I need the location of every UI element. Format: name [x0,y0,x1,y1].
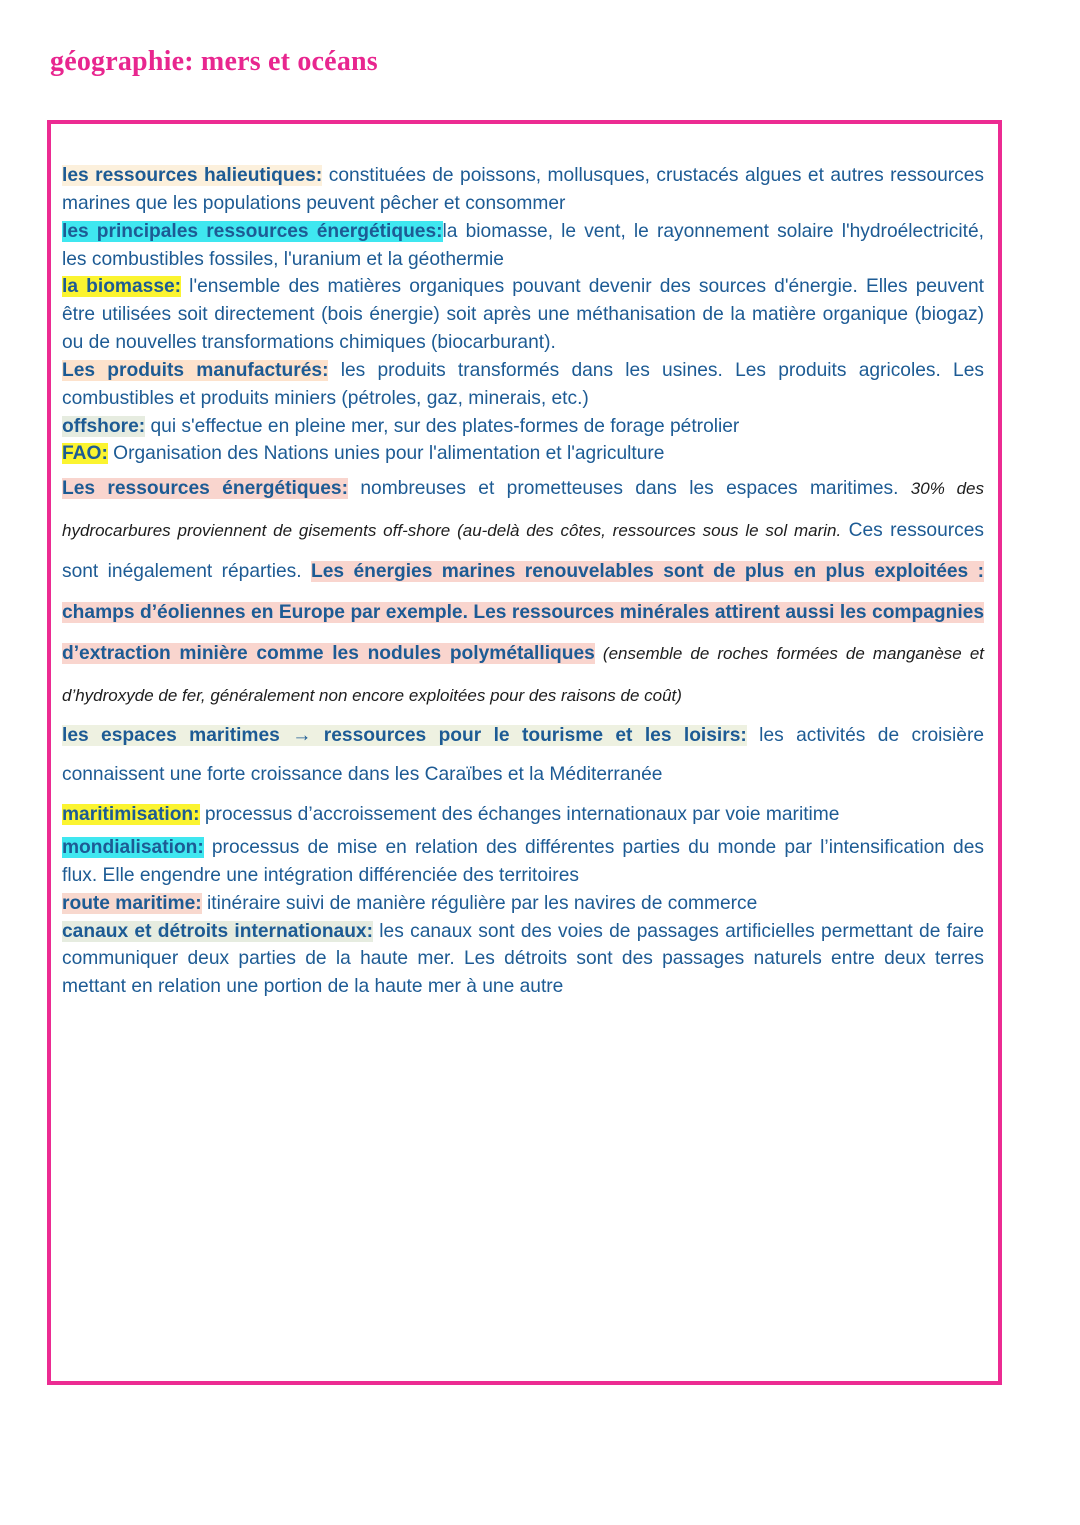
term-offshore: offshore: [62,415,146,437]
definition-tourisme-loisirs: les activités de croisière connaissent une forte croissance dans les Caraïbes et la Méditerranée [62,724,985,786]
entry-offshore [62,413,984,441]
entry-canaux-detroits [62,918,984,1002]
term-ressources-energetiques: Les ressources énergétiques: [62,478,348,500]
note-nodules-polymetalliques-italic: (ensemble de roches formées de manganèse et d’hydroxyde de fer, généralement non encore exploitées pour des raisons de coût) [62,644,984,705]
definition-biomasse: l'ensemble des matières organiques pouvant devenir des sources d'énergie. Elles peuvent être utilisées soit directement (bois énergie) soit après une méthanisation de la matière organique (biogaz) ou de nouvelles transformations chimiques (biocarburant). [62,276,984,354]
definition-mondialisation: processus de mise en relation des différentes parties du monde par l’intensification des flux. Elle engendre une intégration différenciée des territoires [62,837,984,886]
term-fao: FAO: [62,443,108,465]
highlight-energies-marines-renouvelables: Les énergies marines renouvelables sont de plus en plus exploitées : champs d’éoliennes en Europe par exemple. Les ressources minérales attirent aussi les compagnies d’extraction minière comme les nodules polymétalliques [62,560,984,665]
entry-ressources-halieutiques [62,162,984,218]
definition-maritimisation: processus d’accroissement des échanges internationaux par voie maritime [199,803,840,825]
entry-route-maritime [62,890,984,918]
notes-box [47,120,1002,1385]
term-mondialisation: mondialisation: [62,837,204,859]
entry-ressources-energetiques [62,468,984,716]
term-canaux-detroits: canaux et détroits internationaux: [62,920,373,942]
definition-ressources-halieutiques: constituées de poissons, mollusques, crustacés algues et autres ressources marines que les populations peuvent pêcher et consommer [62,165,984,214]
definition-canaux-detroits: les canaux sont des voies de passages artificielles permettant de faire communiquer deux parties de la haute mer. Les détroits sont des passages naturels entre deux terres mettant en relation une portion de la haute mer à une autre [62,920,984,998]
definition-fao: Organisation des Nations unies pour l'alimentation et l'agriculture [107,443,665,465]
term-espaces-maritimes-tourisme: les espaces maritimes → ressources pour le tourisme et les loisirs: [62,724,747,746]
term-route-maritime: route maritime: [62,892,202,914]
definition-ressources-energetiques-part2: Ces ressources sont inégalement réparties. [62,519,984,582]
definition-route-maritime: itinéraire suivi de manière régulière par les navires de commerce [201,892,758,914]
entry-fao [62,440,984,468]
definition-offshore: qui s'effectue en pleine mer, sur des plates-formes de forage pétrolier [145,415,740,437]
entry-maritimisation [62,795,984,834]
entry-mondialisation [62,834,984,890]
entry-principales-ressources-energetiques [62,218,984,274]
page-title: géographie: mers et océans [50,46,378,77]
entry-tourisme-loisirs [62,716,984,795]
definition-ressources-energetiques-part1: nombreuses et prometteuses dans les espaces maritimes. [348,478,911,500]
term-produits-manufactures: Les produits manufacturés: [62,359,329,381]
entry-biomasse [62,273,984,357]
term-biomasse: la biomasse: [62,276,182,298]
term-principales-ressources-energetiques: les principales ressources énergétiques: [62,220,443,242]
note-hydrocarbures-italic: 30% des hydrocarbures proviennent de gisements off-shore (au-delà des côtes, ressources sous le sol marin. [62,479,984,540]
entry-produits-manufactures [62,357,984,413]
term-maritimisation: maritimisation: [62,803,200,825]
definition-produits-manufactures: les produits transformés dans les usines. Les produits agricoles. Les combustibles et produits miniers (pétroles, gaz, minerais, etc.) [62,359,984,409]
term-ressources-halieutiques: les ressources halieutiques: [62,165,323,186]
definition-principales-ressources-energetiques: la biomasse, le vent, le rayonnement solaire l'hydroélectricité, les combustibles fossiles, l'uranium et la géothermie [62,220,984,270]
